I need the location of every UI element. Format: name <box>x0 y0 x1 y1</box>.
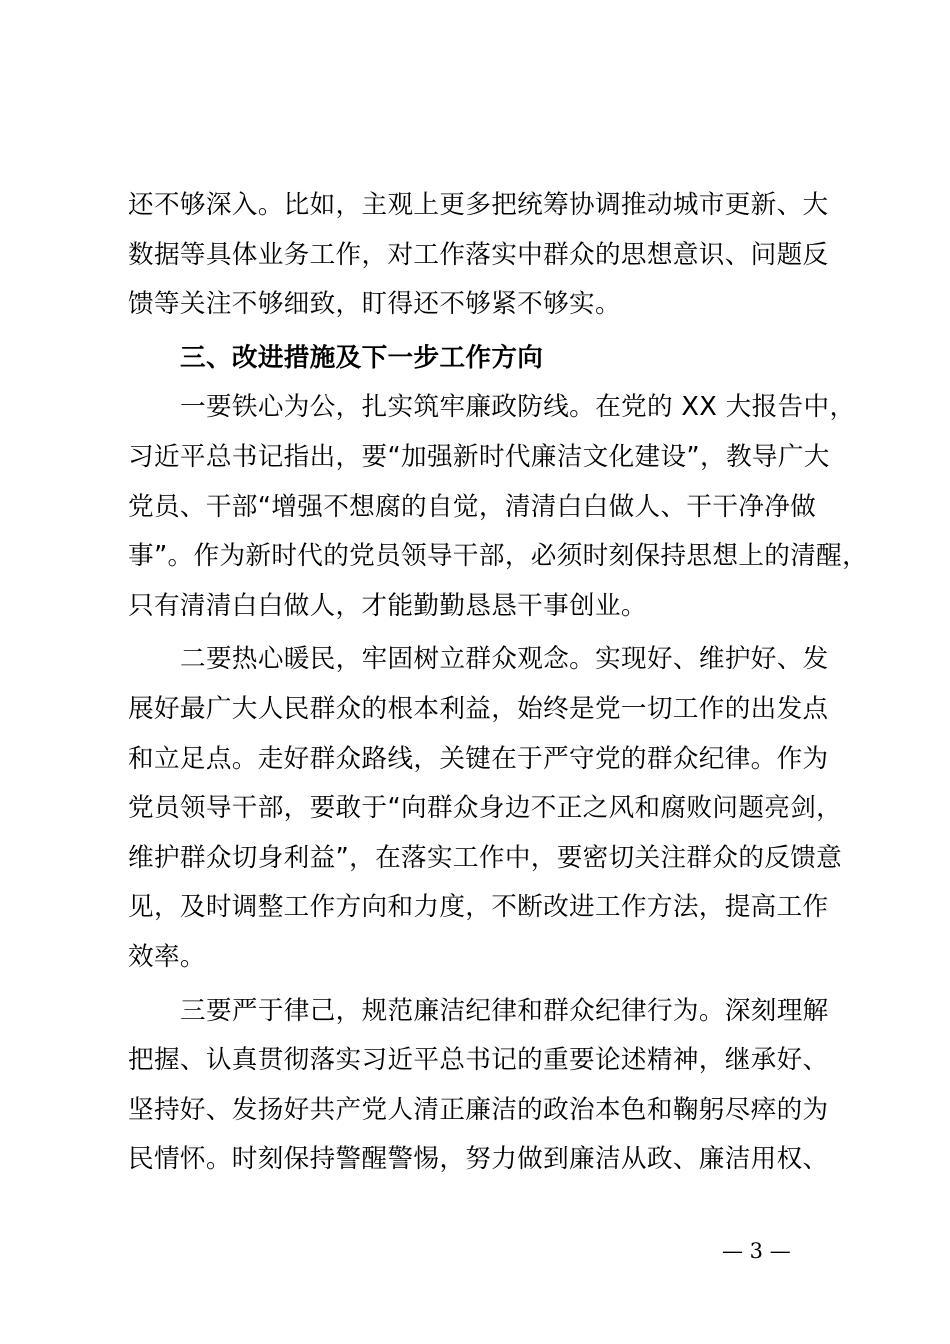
text-line: 只有清清白白做人，才能勤勤恳恳干事创业。 <box>128 590 647 621</box>
text-line: 展好最广大人民群众的根本利益，始终是党一切工作的出发点 <box>128 693 829 724</box>
text-line: 维护群众切身利益”，在落实工作中，要密切关注群众的反馈意 <box>128 842 843 873</box>
text-line: 三要严于律己，规范廉洁纪律和群众纪律行为。深刻理解 <box>180 995 829 1026</box>
text-line: 坚持好、发扬好共产党人清正廉洁的政治本色和鞠躬尽瘁的为 <box>128 1094 829 1125</box>
text-line: 一要铁心为公，扎实筑牢廉政防线。在党的 XX 大报告中， <box>180 392 856 423</box>
text-line: 民情怀。时刻保持警醒警惕，努力做到廉洁从政、廉洁用权、 <box>128 1144 829 1175</box>
section-heading: 三、改进措施及下一步工作方向 <box>180 342 544 373</box>
body-text <box>128 181 869 1185</box>
text-line: 党员领导干部，要敢于“向群众身边不正之风和腐败问题亮剑， <box>128 793 843 824</box>
text-line: 习近平总书记指出，要“加强新时代廉洁文化建设”，教导广大 <box>128 441 830 472</box>
text-line: 还不够深入。比如，主观上更多把统筹协调推动城市更新、大 <box>128 190 829 220</box>
text-line: 效率。 <box>128 941 206 972</box>
text-line: 馈等关注不够细致，盯得还不够紧不够实。 <box>128 289 621 320</box>
text-line: 数据等具体业务工作，对工作落实中群众的思想意识、问题反 <box>128 239 829 270</box>
text-line: 见，及时调整工作方向和力度，不断改进工作方法，提高工作 <box>128 892 829 923</box>
page-number: — 3 — <box>722 1239 791 1263</box>
text-line: 和立足点。走好群众路线，关键在于严守党的群众纪律。作为 <box>128 743 829 774</box>
text-line: 党员、干部“增强不想腐的自觉，清清白白做人、干干净净做 <box>128 491 817 522</box>
text-line: 事”。作为新时代的党员领导干部，必须时刻保持思想上的清醒， <box>128 541 869 572</box>
text-line: 把握、认真贯彻落实习近平总书记的重要论述精神，继承好、 <box>128 1045 829 1076</box>
text-line: 二要热心暖民，牢固树立群众观念。实现好、维护好、发 <box>180 644 829 675</box>
